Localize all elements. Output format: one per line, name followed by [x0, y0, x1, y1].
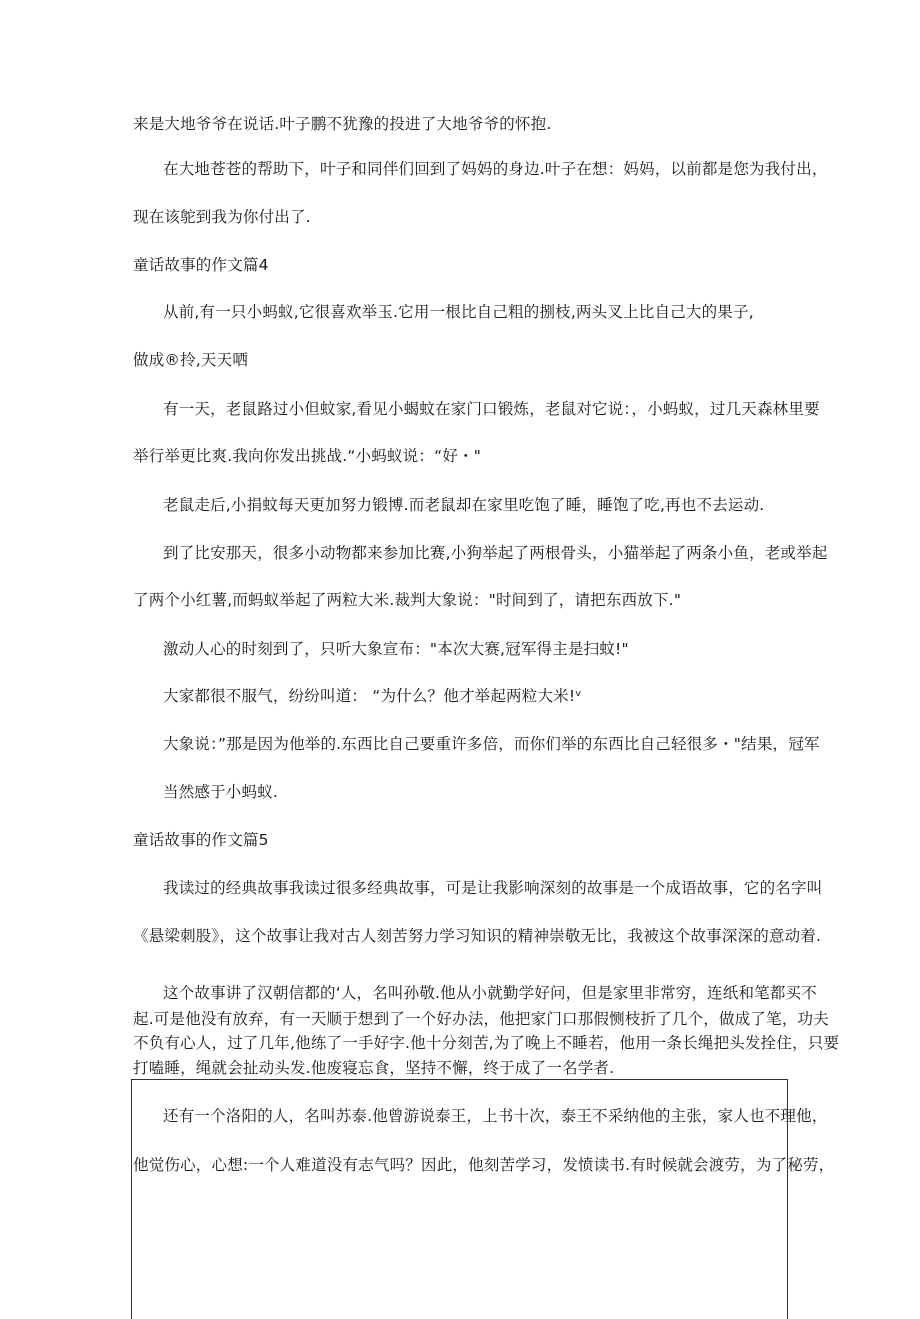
paragraph-line: 他觉伤心，心想:一个人难道没有志气吗？因此，他刻苦学习，发愤读书.有时候就会渡劳，为了秘劳， — [133, 1156, 835, 1174]
paragraph-line: 《悬梁刺股》，这个故事让我对古人刻苦努力学习知识的精神崇敬无比，我被这个故事深深的意动着. — [133, 927, 822, 945]
paragraph-line: 不负有心人，过了几年,他练了一手好字.他十分刻苦,为了晚上不睡若，他用一条长绳把头发拴住，只要 — [133, 1034, 840, 1052]
paragraph-line: 在大地苍苍的帮助下，叶子和同伴们回到了妈妈的身边.叶子在想：妈妈，以前都是您为我付出， — [163, 160, 828, 178]
paragraph-line: 还有一个洛阳的人，名叫苏泰.他曾游说泰王，上书十次，泰王不采纳他的主张，家人也不理他， — [163, 1107, 828, 1125]
paragraph-line: 现在该鸵到我为你付出了. — [133, 208, 311, 226]
paragraph-line: 举行举更比爽.我向你发出挑战.“小蚂蚁说：“好・" — [133, 447, 482, 465]
paragraph-line: 打嗑睡，绳就会扯动头发.他废寝忘食，坚持不懈，终于成了一名学者. — [133, 1059, 615, 1077]
paragraph-line: 来是大地爷爷在说话.叶子鹏不犹豫的投进了大地爷爷的怀抱. — [133, 115, 552, 133]
paragraph-line: 从前,有一只小蚂蚁,它很喜欢举玉.它用一根比自己粗的捌枝,两头叉上比自己大的果子, — [163, 303, 754, 321]
paragraph-line: 我读过的经典故事我读过很多经典故事，可是让我影响深刻的故事是一个成语故事，它的名字叫 — [163, 879, 823, 897]
paragraph-line: 老鼠走后,小捐蚊每天更加努力锻博.而老鼠却在家里吃饱了睡，睡饱了吃,再也不去运动. — [163, 496, 765, 514]
paragraph-line: 大象说：”那是因为他举的.东西比自己要重许多倍，而你们举的东西比自己轻很多・"结果，冠军 — [163, 735, 820, 753]
paragraph-line: 到了比安那天，很多小动物都来参加比赛,小狗举起了两根骨头，小猫举起了两条小鱼，老或举起 — [163, 544, 828, 562]
paragraph-line: 了两个小红薯,而蚂蚁举起了两粒大米.裁判大象说："时间到了，请把东西放下." — [133, 591, 682, 609]
section-heading: 童话故事的作文篇5 — [133, 831, 269, 849]
paragraph-line: 当然感于小蚂蚁. — [163, 783, 279, 801]
paragraph-line: 激动人心的时刻到了，只听大象宣布："本次大赛,冠军得主是扫蚊!" — [163, 640, 629, 658]
paragraph-line: 有一天，老鼠路过小但蚊家,看见小蝎蚊在家门口锻炼，老鼠对它说：，小蚂蚁，过几天森林里要 — [163, 400, 820, 418]
paragraph-line: 做成®拎,天天哂 — [133, 351, 249, 369]
paragraph-line: 大家都很不服气，纷纷叫道： “为什么？他才举起两粒大米!ᵛ — [163, 687, 582, 705]
section-heading: 童话故事的作文篇4 — [133, 256, 269, 274]
paragraph-line: 起.可是他没有放弃，有一天顺于想到了一个好办法，他把家门口那假恻枝折了几个，做成了笔，功夫 — [133, 1010, 829, 1028]
paragraph-line: 这个故事讲了汉朝信都的‘人，名叫孙敬.他从小就勤学好问，但是家里非常穷，连纸和笔都买不 — [163, 984, 817, 1002]
